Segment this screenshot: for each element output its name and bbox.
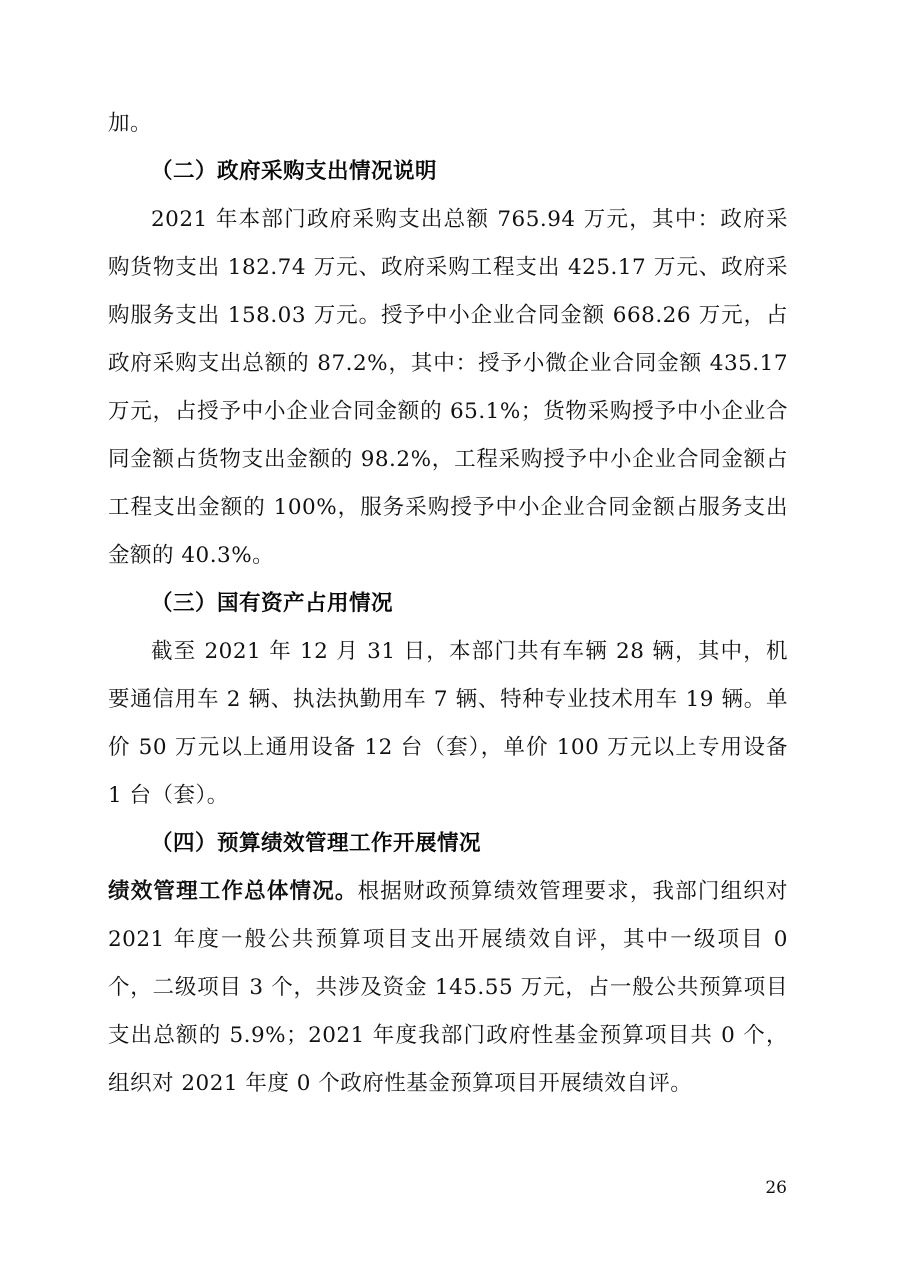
paragraph-performance (108, 868, 788, 1108)
section-heading-state-assets: （三）国有资产占用情况 (151, 591, 394, 616)
paragraph-state-assets: 截至 2021 年 12 月 31 日，本部门共有车辆 28 辆，其中，机要通信用车 2 辆、执法执勤用车 7 辆、特种专业技术用车 19 辆。单价 50 万元以上通用设备 12 台（套），单价 100 万元以上专用设备 1 台（套）。 (108, 639, 788, 808)
page-content (108, 100, 788, 1108)
section-heading-performance: （四）预算绩效管理工作开展情况 (151, 831, 482, 856)
paragraph-performance-body: 根据财政预算绩效管理要求，我部门组织对 2021 年度一般公共预算项目支出开展绩效自评，其中一级项目 0 个，二级项目 3 个，共涉及资金 145.55 万元，占一般公共预算项目支出总额的 5.9%；2021 年度我部门政府性基金预算项目共 0 个，组织对 2021 年度 0 个政府性基金预算项目开展绩效自评。 (108, 879, 788, 1096)
paragraph-performance-lead: 绩效管理工作总体情况。 (108, 879, 358, 904)
paragraph-continuation: 加。 (108, 111, 153, 136)
paragraph-procurement: 2021 年本部门政府采购支出总额 765.94 万元，其中：政府采购货物支出 182.74 万元、政府采购工程支出 425.17 万元、政府采购服务支出 158.03 万元。授予中小企业合同金额 668.26 万元，占政府采购支出总额的 87.2%，其中：授予小微企业合同金额 435.17 万元，占授予中小企业合同金额的 65.1%；货物采购授予中小企业合同金额占货物支出金额的 98.2%，工程采购授予中小企业合同金额占工程支出金额的 100%，服务采购授予中小企业合同金额占服务支出金额的 40.3%。 (108, 207, 788, 568)
page-number: 26 (765, 1178, 787, 1198)
section-heading-procurement: （二）政府采购支出情况说明 (151, 159, 438, 184)
